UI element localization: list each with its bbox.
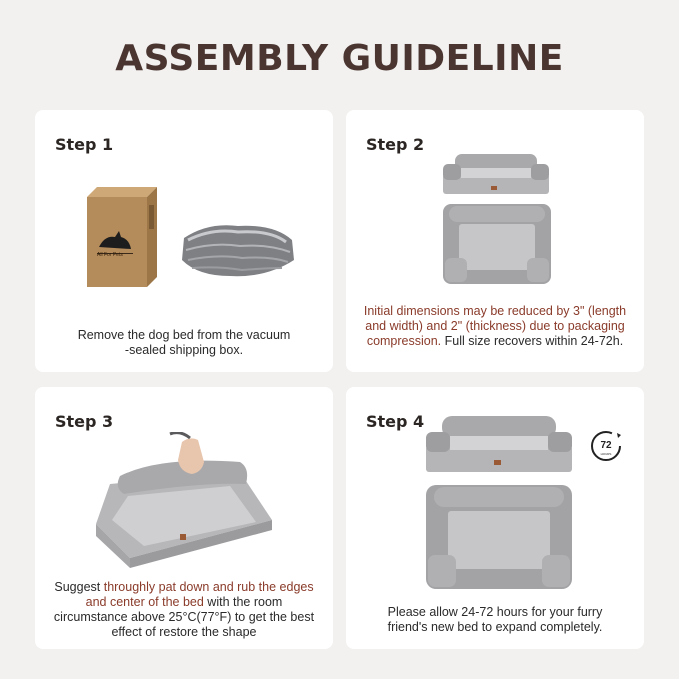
step-2-description [360,304,630,349]
page-title: ASSEMBLY GUIDELINE [115,38,564,79]
timer-value: 72 [600,440,612,451]
assembled-bed-image [424,412,574,476]
step-4-label: Step 4 [366,412,425,431]
step-4-card [346,387,644,649]
vacuum-packed-bed-image [178,218,298,282]
step-2-label: Step 2 [366,135,425,154]
step-3-desc-lead: Suggest [54,580,104,594]
shipping-box-image [85,185,167,295]
step-1-card [35,110,333,372]
step-3-desc-tail: with the room circumstance above 25°C(77°F) to get the best effect of restore the shape [53,595,315,639]
step-1-description [49,328,319,358]
bed-top-view-image [441,202,553,286]
step-1-desc-line-2: -sealed shipping box. [124,343,244,357]
step-3-desc-accent: throughly pat down and rub the edges and center of the bed [85,580,314,609]
step-3-label: Step 3 [55,412,114,431]
step-1-label: Step 1 [55,135,114,154]
step-1-desc-line-1: Remove the dog bed from the vacuum [77,328,291,342]
step-2-desc-plain: Full size recovers within 24-72h. [441,334,624,348]
step-2-card [346,110,644,372]
step-3-description [49,580,319,640]
step-3-card [35,387,333,649]
bed-reshaping-image [90,432,280,572]
step-2-desc-accent: Initial dimensions may be reduced by 3" (length and width) and 2" (thickness) due to packaging compression. [363,304,627,348]
box-brand-text: All For Pets [97,252,123,258]
step-4-desc-line-1: Please allow 24-72 hours for your furry [387,605,603,619]
assembled-bed-image [441,150,551,198]
timer-unit: HOURS [600,452,612,456]
step-4-desc-line-2: friend's new bed to expand completely. [387,620,603,634]
bed-top-view-image [424,483,574,591]
step-4-description [360,605,630,635]
